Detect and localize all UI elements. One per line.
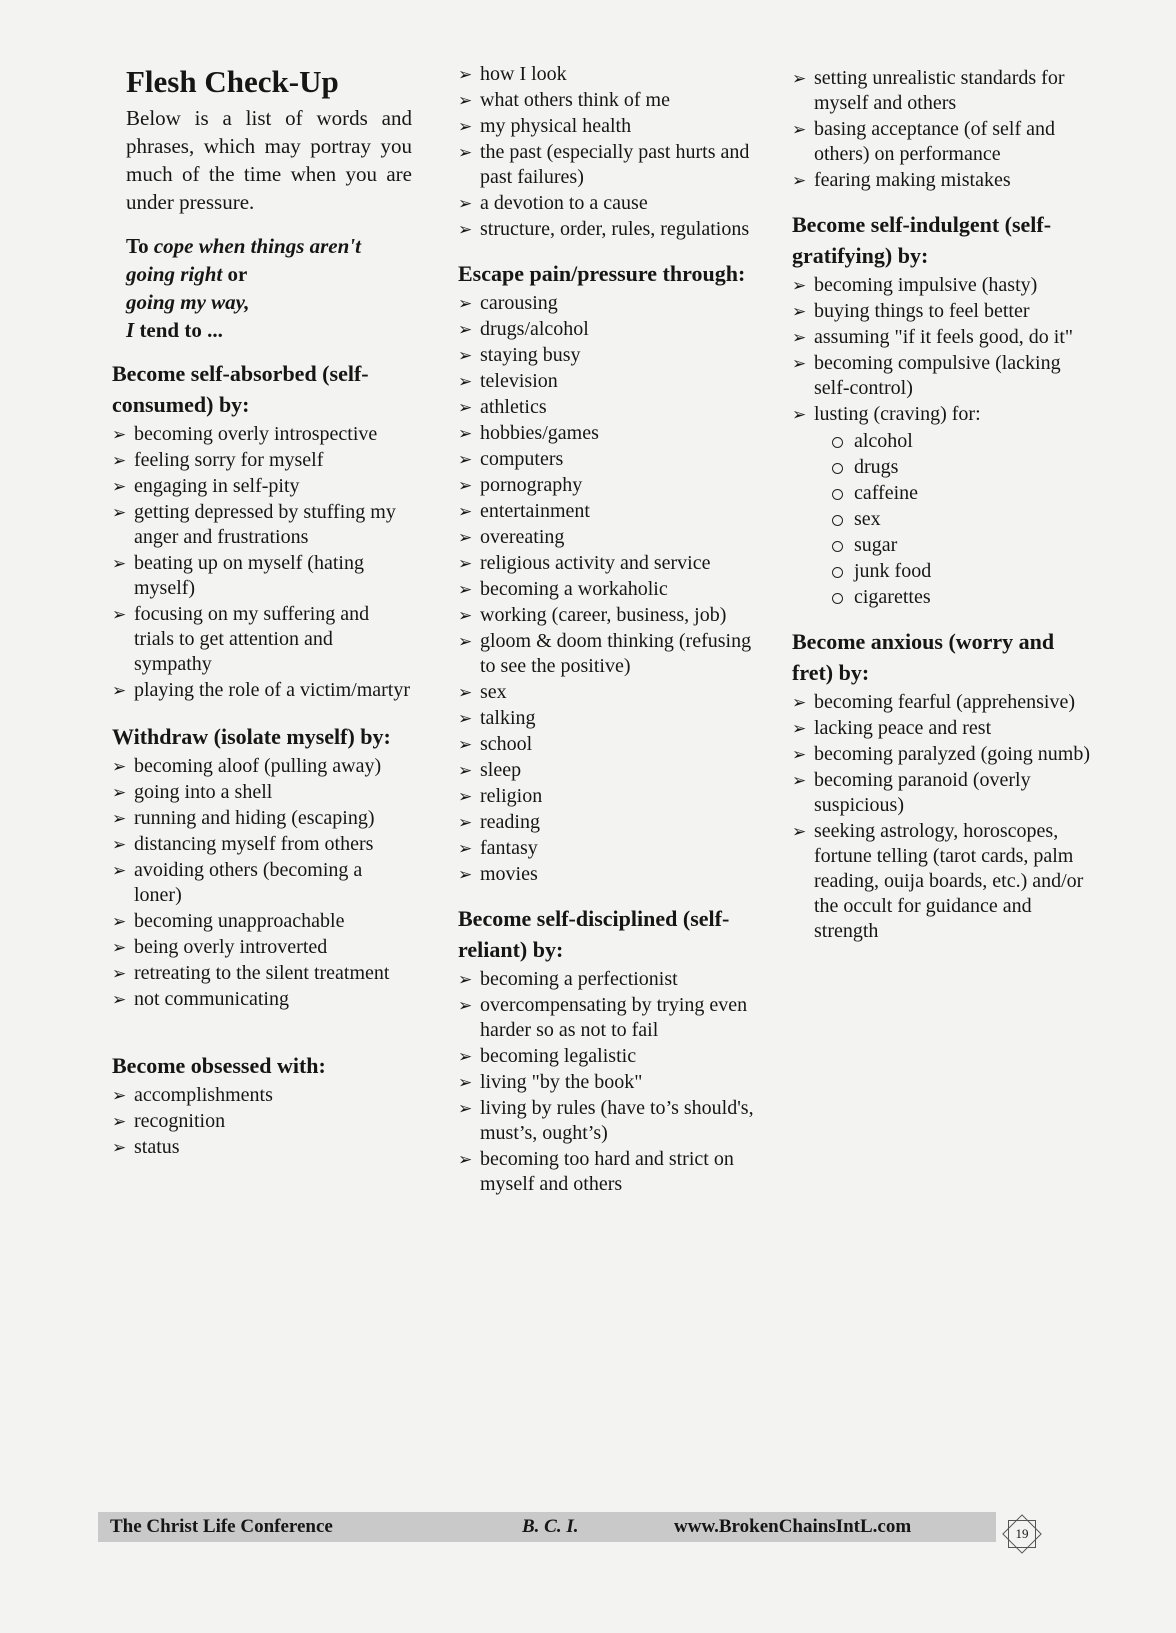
- list-item: [792, 325, 1092, 350]
- arrow-bullet-icon: ➢: [792, 745, 807, 764]
- list-item: [458, 140, 758, 190]
- list-item: [458, 291, 758, 316]
- page-number-badge: [1004, 1516, 1040, 1552]
- list-item: [792, 66, 1092, 116]
- list-item-text: becoming overly introspective: [134, 423, 378, 445]
- list-item-text: feeling sorry for myself: [134, 449, 324, 471]
- sub-list-item: [832, 480, 1092, 506]
- arrow-bullet-icon: ➢: [112, 938, 127, 957]
- list-item: [792, 273, 1092, 298]
- arrow-bullet-icon: ➢: [458, 398, 473, 417]
- arrow-bullet-icon: ➢: [458, 143, 473, 162]
- arrow-bullet-icon: ➢: [112, 757, 127, 776]
- list-item-text: becoming a workaholic: [480, 578, 668, 600]
- arrow-bullet-icon: ➢: [458, 450, 473, 469]
- list-item-text: living by rules (have to’s should's, must’s, ought’s): [480, 1097, 754, 1144]
- footer-org: B. C. I.: [522, 1516, 579, 1537]
- list-item: [458, 993, 758, 1043]
- list-item-text: fearing making mistakes: [814, 169, 1011, 191]
- arrow-bullet-icon: ➢: [458, 476, 473, 495]
- arrow-bullet-icon: ➢: [792, 822, 807, 841]
- list-item-text: being overly introverted: [134, 936, 328, 958]
- list-item-text: becoming paranoid (overly suspicious): [814, 769, 1031, 816]
- list-item-text: going into a shell: [134, 781, 273, 803]
- list-item: [458, 629, 758, 679]
- list-item-text: accomplishments: [134, 1084, 273, 1106]
- list-item: [458, 114, 758, 139]
- arrow-bullet-icon: ➢: [458, 787, 473, 806]
- arrow-bullet-icon: ➢: [792, 171, 807, 190]
- arrow-bullet-icon: ➢: [112, 912, 127, 931]
- list-item-text: how I look: [480, 63, 567, 85]
- arrow-bullet-icon: ➢: [112, 809, 127, 828]
- list-item-text: talking: [480, 707, 536, 729]
- list-item: [792, 168, 1092, 193]
- list-item-text: sex: [480, 681, 507, 703]
- list-item: [458, 862, 758, 887]
- arrow-bullet-icon: ➢: [458, 632, 473, 651]
- list-item-text: cigarettes: [854, 586, 931, 608]
- list-item-text: gloom & doom thinking (refusing to see the positive): [480, 630, 752, 677]
- arrow-bullet-icon: ➢: [458, 372, 473, 391]
- arrow-bullet-icon: ➢: [458, 996, 473, 1015]
- list-item: [112, 602, 412, 677]
- arrow-bullet-icon: ➢: [458, 320, 473, 339]
- arrow-bullet-icon: ➢: [458, 91, 473, 110]
- arrow-bullet-icon: ➢: [112, 681, 127, 700]
- list-item: [112, 678, 412, 703]
- column-2: [458, 62, 758, 1198]
- list-item-text: assuming "if it feels good, do it": [814, 326, 1074, 348]
- list-item-text: sugar: [854, 534, 898, 556]
- item-list: [112, 754, 412, 1012]
- arrow-bullet-icon: ➢: [458, 1073, 473, 1092]
- arrow-bullet-icon: ➢: [458, 865, 473, 884]
- list-item-text: becoming a perfectionist: [480, 968, 678, 990]
- list-item: [112, 448, 412, 473]
- sub-list-item: [832, 584, 1092, 610]
- list-item: [458, 577, 758, 602]
- list-item-text: setting unrealistic standards for myself and others: [814, 67, 1065, 114]
- list-item: [458, 217, 758, 242]
- list-item: [112, 858, 412, 908]
- list-item-text: engaging in self-pity: [134, 475, 300, 497]
- list-item-text: becoming impulsive (hasty): [814, 274, 1038, 296]
- arrow-bullet-icon: ➢: [112, 835, 127, 854]
- arrow-bullet-icon: ➢: [458, 606, 473, 625]
- list-item: [458, 1147, 758, 1197]
- list-item: [458, 1070, 758, 1095]
- section-heading: Withdraw (isolate myself) by:: [112, 724, 391, 749]
- list-item-text: movies: [480, 863, 538, 885]
- arrow-bullet-icon: ➢: [112, 503, 127, 522]
- list-item-text: reading: [480, 811, 540, 833]
- item-list: [792, 690, 1092, 944]
- list-item-text: television: [480, 370, 558, 392]
- list-item-text: lusting (craving) for:: [814, 403, 981, 425]
- arrow-bullet-icon: ➢: [792, 276, 807, 295]
- arrow-bullet-icon: ➢: [458, 346, 473, 365]
- column-3: [792, 66, 1092, 945]
- section-heading: Become self-indulgent (self-gratifying) by:: [792, 212, 1052, 268]
- list-item: [112, 500, 412, 550]
- list-item-text: school: [480, 733, 533, 755]
- arrow-bullet-icon: ➢: [458, 502, 473, 521]
- list-item-text: the past (especially past hurts and past failures): [480, 141, 750, 188]
- sub-list-item: [832, 454, 1092, 480]
- arrow-bullet-icon: ➢: [792, 354, 807, 373]
- list-item-text: becoming fearful (apprehensive): [814, 691, 1075, 713]
- page-title: Flesh Check-Up: [126, 64, 339, 99]
- arrow-bullet-icon: ➢: [792, 120, 807, 139]
- list-item-text: a devotion to a cause: [480, 192, 648, 214]
- circle-bullet-icon: [832, 437, 843, 448]
- list-item-text: fantasy: [480, 837, 538, 859]
- list-item-text: becoming legalistic: [480, 1045, 637, 1067]
- list-item-text: running and hiding (escaping): [134, 807, 375, 829]
- arrow-bullet-icon: ➢: [458, 528, 473, 547]
- list-item: [458, 732, 758, 757]
- circle-bullet-icon: [832, 463, 843, 474]
- arrow-bullet-icon: ➢: [112, 1086, 127, 1105]
- list-item-text: caffeine: [854, 482, 919, 504]
- list-item-text: hobbies/games: [480, 422, 599, 444]
- list-item-text: buying things to feel better: [814, 300, 1030, 322]
- list-item: [792, 716, 1092, 741]
- arrow-bullet-icon: ➢: [792, 405, 807, 424]
- list-item: [792, 402, 1092, 427]
- list-item-text: my physical health: [480, 115, 632, 137]
- list-item: [458, 499, 758, 524]
- sub-list-item: [832, 506, 1092, 532]
- list-item-text: drugs: [854, 456, 899, 478]
- arrow-bullet-icon: ➢: [458, 554, 473, 573]
- list-item: [792, 351, 1092, 401]
- list-item: [458, 525, 758, 550]
- list-item-text: alcohol: [854, 430, 913, 452]
- list-item: [458, 88, 758, 113]
- circle-bullet-icon: [832, 515, 843, 526]
- cope-part-3: or: [222, 262, 248, 286]
- arrow-bullet-icon: ➢: [112, 990, 127, 1009]
- column-1: [112, 58, 412, 1161]
- list-item: [458, 551, 758, 576]
- item-list: [112, 1083, 412, 1160]
- arrow-bullet-icon: ➢: [792, 69, 807, 88]
- cope-statement: [126, 232, 412, 344]
- arrow-bullet-icon: ➢: [458, 970, 473, 989]
- item-list: [792, 273, 1092, 427]
- cope-part-2: cope when things aren't going right: [126, 234, 361, 286]
- list-item: [458, 603, 758, 628]
- list-item-text: drugs/alcohol: [480, 318, 589, 340]
- circle-bullet-icon: [832, 567, 843, 578]
- list-item: [458, 810, 758, 835]
- list-item: [112, 909, 412, 934]
- arrow-bullet-icon: ➢: [458, 117, 473, 136]
- list-item: [792, 117, 1092, 167]
- list-item-text: staying busy: [480, 344, 581, 366]
- arrow-bullet-icon: ➢: [112, 861, 127, 880]
- cope-part-6: tend to ...: [134, 318, 223, 342]
- list-item: [458, 836, 758, 861]
- arrow-bullet-icon: ➢: [458, 1150, 473, 1169]
- list-item-text: overeating: [480, 526, 565, 548]
- arrow-bullet-icon: ➢: [458, 194, 473, 213]
- circle-bullet-icon: [832, 541, 843, 552]
- list-item-text: lacking peace and rest: [814, 717, 992, 739]
- list-item: [458, 317, 758, 342]
- list-item: [458, 62, 758, 87]
- list-item: [458, 395, 758, 420]
- list-item-text: pornography: [480, 474, 583, 496]
- item-list: [458, 291, 758, 887]
- list-item-text: athletics: [480, 396, 547, 418]
- footer-website: www.BrokenChainsIntL.com: [674, 1516, 912, 1537]
- arrow-bullet-icon: ➢: [112, 477, 127, 496]
- arrow-bullet-icon: ➢: [112, 1138, 127, 1157]
- arrow-bullet-icon: ➢: [458, 220, 473, 239]
- list-item: [458, 343, 758, 368]
- list-item: [458, 967, 758, 992]
- list-item: [112, 832, 412, 857]
- list-item: [458, 191, 758, 216]
- list-item-text: retreating to the silent treatment: [134, 962, 390, 984]
- intro-text: Below is a list of words and phrases, which may portray you much of the time when you are under pressure.: [126, 106, 412, 214]
- sub-list-item: [832, 428, 1092, 454]
- list-item-text: religious activity and service: [480, 552, 711, 574]
- list-item: [458, 758, 758, 783]
- list-item: [792, 742, 1092, 767]
- list-item: [792, 299, 1092, 324]
- list-item-text: distancing myself from others: [134, 833, 374, 855]
- arrow-bullet-icon: ➢: [112, 783, 127, 802]
- list-item-text: what others think of me: [480, 89, 670, 111]
- list-item-text: status: [134, 1136, 180, 1158]
- list-item: [792, 690, 1092, 715]
- list-item: [458, 784, 758, 809]
- arrow-bullet-icon: ➢: [792, 302, 807, 321]
- arrow-bullet-icon: ➢: [458, 761, 473, 780]
- list-item-text: not communicating: [134, 988, 289, 1010]
- list-item-text: structure, order, rules, regulations: [480, 218, 750, 240]
- arrow-bullet-icon: ➢: [112, 425, 127, 444]
- arrow-bullet-icon: ➢: [112, 554, 127, 573]
- list-item: [112, 987, 412, 1012]
- list-item-text: becoming too hard and strict on myself and others: [480, 1148, 734, 1195]
- list-item-text: computers: [480, 448, 564, 470]
- list-item-text: sleep: [480, 759, 522, 781]
- arrow-bullet-icon: ➢: [792, 719, 807, 738]
- list-item-text: carousing: [480, 292, 558, 314]
- arrow-bullet-icon: ➢: [458, 735, 473, 754]
- list-item: [458, 421, 758, 446]
- list-item: [112, 1109, 412, 1134]
- section-heading: Become anxious (worry and fret) by:: [792, 629, 1055, 685]
- arrow-bullet-icon: ➢: [458, 580, 473, 599]
- arrow-bullet-icon: ➢: [458, 709, 473, 728]
- list-item-text: becoming paralyzed (going numb): [814, 743, 1091, 765]
- list-item-text: getting depressed by stuffing my anger and frustrations: [134, 501, 396, 548]
- list-item-text: living "by the book": [480, 1071, 643, 1093]
- list-item-text: becoming compulsive (lacking self-control): [814, 352, 1061, 399]
- arrow-bullet-icon: ➢: [458, 1047, 473, 1066]
- list-item-text: seeking astrology, horoscopes, fortune telling (tarot cards, palm reading, ouija boards, etc.) and/or the occult for guidance and strength: [814, 820, 1084, 942]
- item-list: [458, 967, 758, 1197]
- list-item-text: overcompensating by trying even harder so as not to fail: [480, 994, 748, 1041]
- list-item: [112, 806, 412, 831]
- list-item-text: religion: [480, 785, 543, 807]
- list-item: [458, 1096, 758, 1146]
- list-item: [112, 935, 412, 960]
- list-item: [112, 1135, 412, 1160]
- arrow-bullet-icon: ➢: [458, 839, 473, 858]
- footer-conference: The Christ Life Conference: [110, 1516, 333, 1537]
- list-item: [458, 369, 758, 394]
- arrow-bullet-icon: ➢: [458, 813, 473, 832]
- list-item: [458, 706, 758, 731]
- arrow-bullet-icon: ➢: [112, 605, 127, 624]
- arrow-bullet-icon: ➢: [792, 693, 807, 712]
- list-item: [112, 754, 412, 779]
- section-heading: Become obsessed with:: [112, 1053, 326, 1078]
- list-item-text: basing acceptance (of self and others) on performance: [814, 118, 1055, 165]
- list-item-text: working (career, business, job): [480, 604, 727, 626]
- arrow-bullet-icon: ➢: [112, 964, 127, 983]
- list-item: [112, 422, 412, 447]
- arrow-bullet-icon: ➢: [458, 683, 473, 702]
- footer-bar: [98, 1512, 996, 1542]
- arrow-bullet-icon: ➢: [112, 451, 127, 470]
- arrow-bullet-icon: ➢: [792, 328, 807, 347]
- section-heading: Escape pain/pressure through:: [458, 261, 746, 286]
- list-item: [112, 961, 412, 986]
- list-item: [112, 780, 412, 805]
- list-item: [112, 551, 412, 601]
- list-item-text: entertainment: [480, 500, 590, 522]
- arrow-bullet-icon: ➢: [458, 1099, 473, 1118]
- list-item: [792, 819, 1092, 944]
- sub-list-item: [832, 558, 1092, 584]
- list-item: [458, 447, 758, 472]
- list-item: [792, 768, 1092, 818]
- list-item-text: sex: [854, 508, 881, 530]
- section-heading: Become self-absorbed (self-consumed) by:: [112, 361, 369, 417]
- arrow-bullet-icon: ➢: [792, 771, 807, 790]
- list-item-text: beating up on myself (hating myself): [134, 552, 364, 599]
- cope-part-4: going my way,: [126, 290, 250, 314]
- arrow-bullet-icon: ➢: [458, 65, 473, 84]
- item-list: [112, 422, 412, 703]
- list-item-text: recognition: [134, 1110, 226, 1132]
- list-item: [458, 1044, 758, 1069]
- circle-bullet-icon: [832, 489, 843, 500]
- arrow-bullet-icon: ➢: [112, 1112, 127, 1131]
- list-item-text: focusing on my suffering and trials to get attention and sympathy: [134, 603, 370, 675]
- arrow-bullet-icon: ➢: [458, 424, 473, 443]
- item-list: [458, 62, 758, 242]
- list-item: [112, 474, 412, 499]
- cope-part-1: To: [126, 234, 154, 258]
- list-item: [112, 1083, 412, 1108]
- sub-item-list: [832, 428, 1092, 610]
- list-item-text: avoiding others (becoming a loner): [134, 859, 363, 906]
- list-item: [458, 680, 758, 705]
- arrow-bullet-icon: ➢: [458, 294, 473, 313]
- cope-part-5: I: [126, 318, 135, 342]
- list-item-text: junk food: [854, 560, 932, 582]
- page-number: 19: [1015, 1526, 1029, 1541]
- list-item-text: becoming unapproachable: [134, 910, 345, 932]
- list-item: [458, 473, 758, 498]
- list-item-text: becoming aloof (pulling away): [134, 755, 382, 777]
- sub-list-item: [832, 532, 1092, 558]
- circle-bullet-icon: [832, 593, 843, 604]
- list-item-text: playing the role of a victim/martyr: [134, 679, 411, 701]
- item-list: [792, 66, 1092, 193]
- section-heading: Become self-disciplined (self-reliant) by:: [458, 906, 730, 962]
